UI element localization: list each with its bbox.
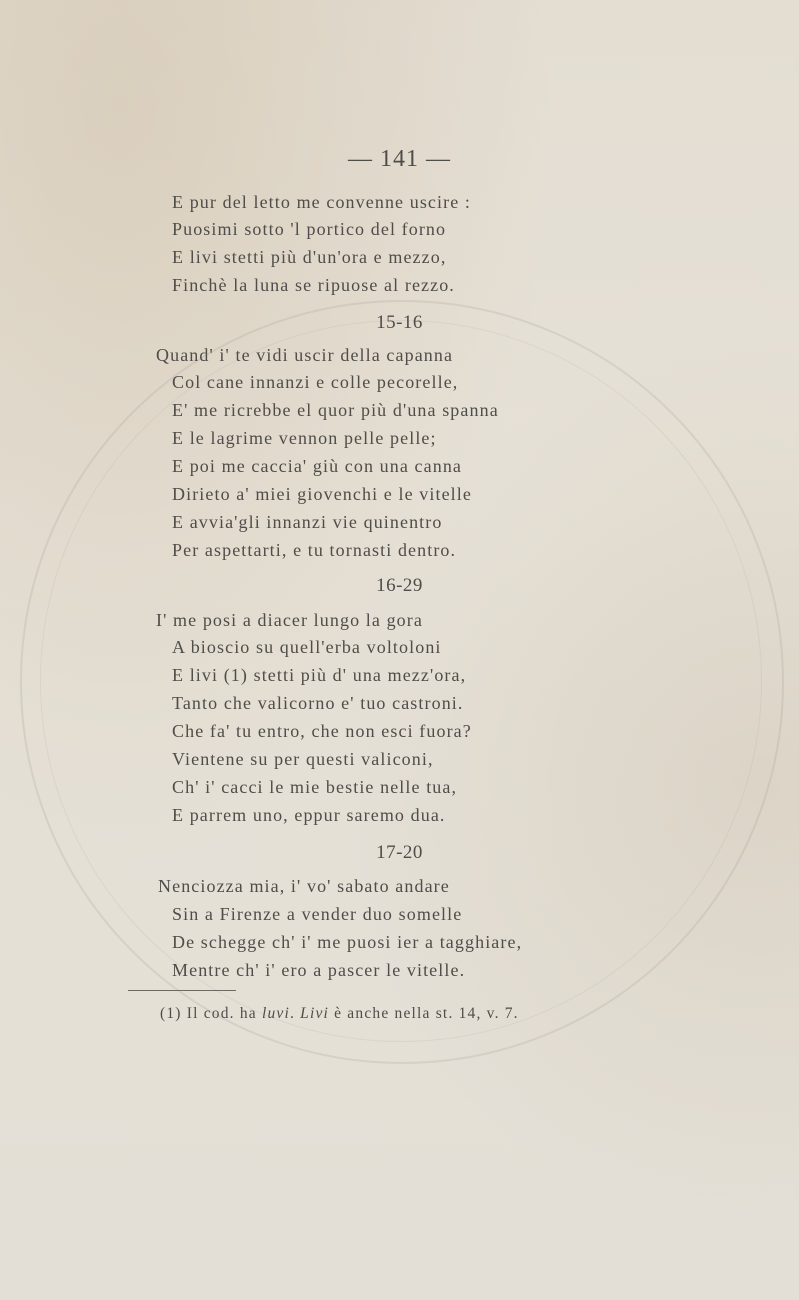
verse-line: I' me posi a diacer lungo la gora: [156, 610, 423, 630]
footnote: [160, 1005, 519, 1023]
verse-line: E livi (1) stetti più d' una mezz'ora,: [172, 665, 467, 685]
footnote-mid: .: [289, 1005, 301, 1022]
verse-line: E livi stetti più d'un'ora e mezzo,: [172, 247, 447, 267]
verse-line: E' me ricrebbe el quor più d'una spanna: [172, 400, 499, 420]
verse-line: E pur del letto me convenne uscire :: [172, 192, 472, 212]
verse-line: Nenciozza mia, i' vo' sabato andare: [158, 876, 450, 896]
verse-line: E poi me caccia' giù con una canna: [172, 456, 463, 476]
verse-line: Per aspettarti, e tu tornasti dentro.: [172, 540, 457, 560]
verse-line: Che fa' tu entro, che non esci fuora?: [172, 721, 472, 741]
verse-line: Finchè la luna se ripuose al rezzo.: [172, 275, 455, 295]
stanza-number: 17-20: [376, 842, 423, 863]
footnote-suffix: è anche nella st. 14, v. 7.: [329, 1005, 519, 1022]
verse-line: Dirieto a' miei giovenchi e le vitelle: [172, 484, 472, 504]
verse-line: De schegge ch' i' me puosi ier a tagghiare,: [172, 932, 523, 952]
verse-line: Sin a Firenze a vender duo somelle: [172, 904, 463, 924]
footnote-italic-livi: Livi: [300, 1005, 330, 1022]
footnote-italic-luvi: luvi: [261, 1005, 290, 1022]
verse-line: Quand' i' te vidi uscir della capanna: [156, 345, 454, 365]
verse-line: E avvia'gli innanzi vie quinentro: [172, 512, 443, 532]
verse-line: Vientene su per questi valiconi,: [172, 749, 434, 769]
footnote-prefix: (1) Il cod. ha: [160, 1005, 262, 1022]
verse-line: Puosimi sotto 'l portico del forno: [172, 219, 447, 239]
stanza-number: 16-29: [376, 575, 423, 596]
stanza-number: 15-16: [376, 312, 423, 333]
verse-line: Mentre ch' i' ero a pascer le vitelle.: [172, 960, 466, 980]
page-number: — 141 —: [348, 146, 451, 172]
verse-line: Tanto che valicorno e' tuo castroni.: [172, 693, 464, 713]
verse-line: Ch' i' cacci le mie bestie nelle tua,: [172, 777, 458, 797]
verse-line: E parrem uno, eppur saremo dua.: [172, 805, 446, 825]
footnote-rule: [128, 990, 236, 991]
verse-line: E le lagrime vennon pelle pelle;: [172, 428, 437, 448]
verse-line: A bioscio su quell'erba voltoloni: [172, 637, 442, 657]
verse-line: Col cane innanzi e colle pecorelle,: [172, 372, 459, 392]
